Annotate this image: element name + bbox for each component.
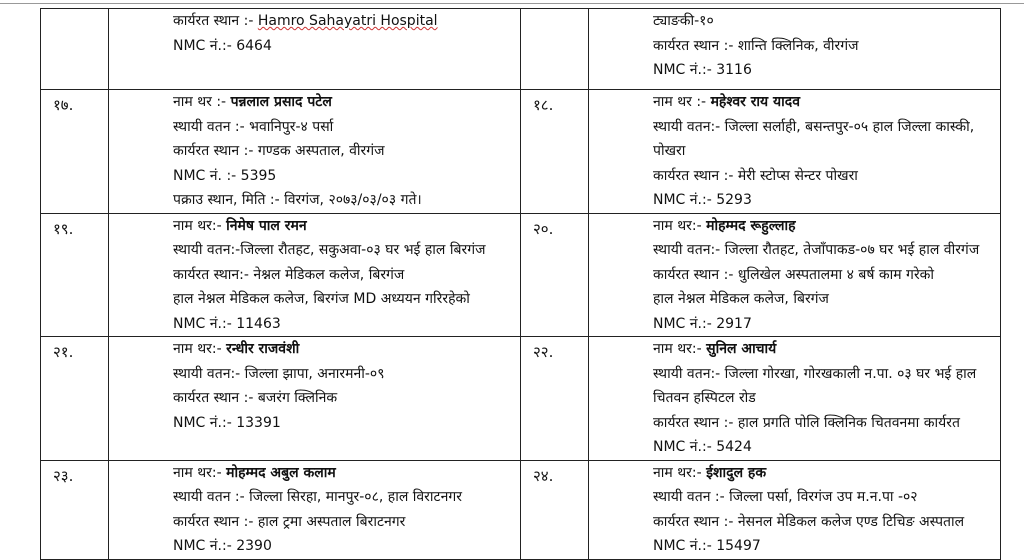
table-row (41, 213, 1001, 337)
name-line: नाम थर:- निमेष पाल रमन (173, 217, 307, 234)
detail-line: हाल नेश्नल मेडिकल कलेज, बिरगंज (653, 291, 829, 307)
name-line: नाम थर:- मोहम्मद अबुल कलाम (173, 464, 336, 481)
entry-cell (109, 90, 521, 214)
detail-line: स्थायी वतन :- भवानिपुर-४ पर्सा (173, 118, 334, 135)
person-name: महेश्वर राय यादव (710, 94, 801, 110)
person-name: निमेष पाल रमन (226, 217, 307, 234)
table-row (41, 337, 1001, 461)
detail-line: चितवन हस्पिटल रोड (653, 390, 756, 406)
detail-line: स्थायी वतन :- जिल्ला सिरहा, मानपुर-०८, हाल विराटनगर (173, 489, 462, 505)
detail-line: कार्यरत स्थान :- हाल प्रगति पोलि क्लिनिक चितवनमा कार्यरत (653, 414, 960, 431)
entry-cell (109, 9, 521, 90)
entry-cell (589, 90, 1001, 214)
address-line: ट्याङकी-१० (653, 13, 714, 29)
serial-number: २१. (53, 343, 74, 361)
detail-line: कार्यरत स्थान :- मेरी स्टोप्स सेन्टर पोखरा (653, 167, 858, 184)
hospital-name: Hamro Sahayatri Hospital (257, 13, 438, 29)
serial-cell (41, 9, 109, 90)
detail-line: स्थायी वतन:- जिल्ला झापा, अनारमनी-०९ (173, 365, 385, 382)
entry-cell (589, 460, 1001, 559)
person-name: रन्धीर राजवंशी (226, 341, 300, 357)
person-name: सुनिल आचार्य (706, 341, 777, 357)
entry-cell (589, 9, 1001, 90)
detail-line: स्थायी वतन :- जिल्ला पर्सा, विरगंज उप म.न.पा -०२ (653, 489, 918, 505)
detail-line: NMC नं.:- 15497 (653, 538, 761, 554)
table-row (41, 9, 1001, 90)
serial-cell (41, 90, 109, 214)
name-line: नाम थर:- ईशादुल हक (653, 464, 767, 481)
serial-cell (521, 337, 589, 461)
detail-line: NMC नं.:- 5424 (653, 439, 752, 455)
serial-cell (41, 337, 109, 461)
workplace-line: कार्यरत स्थान :- शान्ति क्लिनिक, वीरगंज (653, 37, 859, 54)
detail-line: पोखरा (653, 143, 686, 159)
detail-line: पक्राउ स्थान, मिति :- विरगंज, २०७३/०३/०३ गते। (173, 192, 422, 208)
serial-number: १७. (53, 96, 74, 114)
detail-line: स्थायी वतन:- जिल्ला गोरखा, गोरखकाली न.पा. ०३ घर भई हाल (653, 365, 977, 382)
serial-cell (521, 460, 589, 559)
top-rule (0, 3, 1024, 4)
person-name: ईशादुल हक (706, 464, 767, 481)
serial-cell (521, 9, 589, 90)
name-line: नाम थर:- मोहम्मद रूहुल्लाह (653, 217, 796, 234)
serial-cell (41, 213, 109, 337)
detail-line: स्थायी वतन:-जिल्ला रौतहट, सकुअवा-०३ घर भई हाल बिरगंज (173, 242, 486, 258)
person-name: मोहम्मद रूहुल्लाह (706, 217, 796, 234)
serial-cell (41, 460, 109, 559)
detail-line: NMC नं.:- 11463 (173, 315, 281, 332)
serial-number: २४. (533, 466, 554, 485)
doctor-list-table (40, 8, 1001, 560)
serial-cell (521, 90, 589, 214)
nmc-line: NMC नं.:- 3116 (653, 62, 752, 78)
entry-cell (589, 337, 1001, 461)
detail-line: कार्यरत स्थान :- बजरंग क्लिनिक (173, 390, 338, 406)
name-line: नाम थर:- सुनिल आचार्य (653, 341, 777, 357)
detail-line: NMC नं. :- 5395 (173, 167, 277, 184)
nmc-line: NMC नं.:- 6464 (173, 37, 272, 54)
table-row (41, 460, 1001, 559)
entry-cell (589, 213, 1001, 337)
name-line: नाम थर:- रन्धीर राजवंशी (173, 341, 300, 357)
detail-line: कार्यरत स्थान:- नेश्नल मेडिकल कलेज, बिरगंज (173, 266, 405, 283)
detail-line: स्थायी वतन:- जिल्ला सर्लाही, बसन्तपुर-०५ हाल जिल्ला कास्की, (653, 118, 975, 135)
detail-line: NMC नं.:- 2917 (653, 315, 752, 332)
detail-line: NMC नं.:- 2390 (173, 538, 272, 554)
serial-number: २२. (533, 343, 554, 361)
person-name: पन्नलाल प्रसाद पटेल (230, 94, 332, 110)
serial-cell (521, 213, 589, 337)
detail-line: स्थायी वतन:- जिल्ला रौतहट, तेजाँपाकड-०७ घर भई हाल वीरगंज (653, 242, 980, 258)
person-name: मोहम्मद अबुल कलाम (226, 464, 336, 481)
table-row (41, 90, 1001, 214)
serial-number: १८. (533, 96, 554, 114)
detail-line: कार्यरत स्थान :- हाल ट्रमा अस्पताल बिराटनगर (173, 513, 406, 530)
detail-line: कार्यरत स्थान :- गण्डक अस्पताल, वीरगंज (173, 143, 385, 159)
detail-line: हाल नेश्नल मेडिकल कलेज, बिरगंज MD अध्ययन गरिरहेको (173, 291, 470, 307)
name-line: नाम थर :- पन्नलाल प्रसाद पटेल (173, 94, 332, 110)
serial-number: १९. (53, 219, 74, 238)
entry-cell (109, 213, 521, 337)
name-line: नाम थर :- महेश्वर राय यादव (653, 94, 801, 110)
detail-line: NMC नं.:- 5293 (653, 192, 752, 208)
workplace-line: कार्यरत स्थान :- Hamro Sahayatri Hospital (173, 13, 438, 29)
serial-number: २३. (53, 466, 74, 485)
detail-line: NMC नं.:- 13391 (173, 414, 281, 431)
entry-cell (109, 337, 521, 461)
detail-line: कार्यरत स्थान :- नेसनल मेडिकल कलेज एण्ड टिचिङ अस्पताल (653, 513, 965, 530)
detail-line: कार्यरत स्थान :- धुलिखेल अस्पतालमा ४ बर्ष काम गरेको (653, 266, 935, 283)
entry-cell (109, 460, 521, 559)
serial-number: २०. (533, 219, 554, 238)
